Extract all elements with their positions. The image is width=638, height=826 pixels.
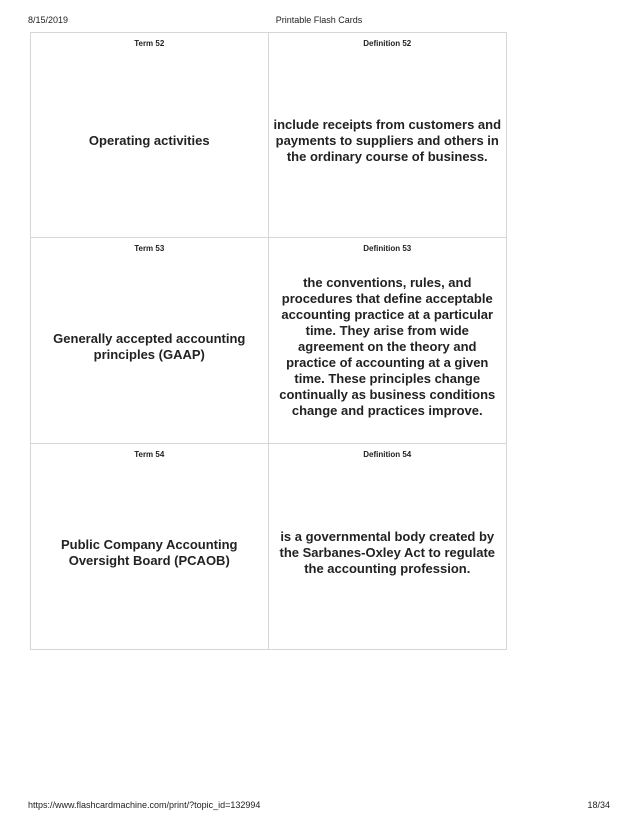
flash-card-row [30, 238, 507, 444]
term-cell [31, 33, 269, 237]
term-label: Term 54 [134, 450, 165, 459]
term-text: Operating activities [88, 133, 210, 148]
page-url: https://www.flashcardmachine.com/print/?topic_id=132994 [28, 800, 261, 810]
definition-label: Definition 53 [363, 244, 412, 253]
page-title: Printable Flash Cards [275, 15, 363, 25]
definition-text: is a governmental body created by the Sarbanes-Oxley Act to regulate the accounting profession. [279, 528, 496, 576]
definition-cell [269, 444, 507, 649]
definition-cell [269, 33, 507, 237]
term-label: Term 52 [134, 39, 165, 48]
definition-label: Definition 52 [363, 39, 412, 48]
term-text: Public Company Accounting Oversight Board (PCAOB) [61, 536, 238, 568]
definition-label: Definition 54 [363, 450, 412, 459]
term-label: Term 53 [134, 244, 165, 253]
term-cell [31, 238, 269, 443]
page-number: 18/34 [587, 800, 610, 810]
flash-card-table [30, 32, 507, 650]
definition-cell [269, 238, 507, 443]
term-text: Generally accepted accounting principles (GAAP) [53, 330, 246, 362]
flash-card-row [30, 444, 507, 650]
definition-text: the conventions, rules, and procedures that define acceptable accounting practice at a particular time. They arise from wide agreement on the theory and practice of accounting at a given time. These principles change continually as business conditions change and practices improve. [279, 274, 496, 418]
print-date: 8/15/2019 [28, 15, 69, 25]
definition-text: include receipts from customers and payments to suppliers and others in the ordinary course of business. [273, 117, 502, 164]
term-cell [31, 444, 269, 649]
flash-card-row [30, 32, 507, 238]
